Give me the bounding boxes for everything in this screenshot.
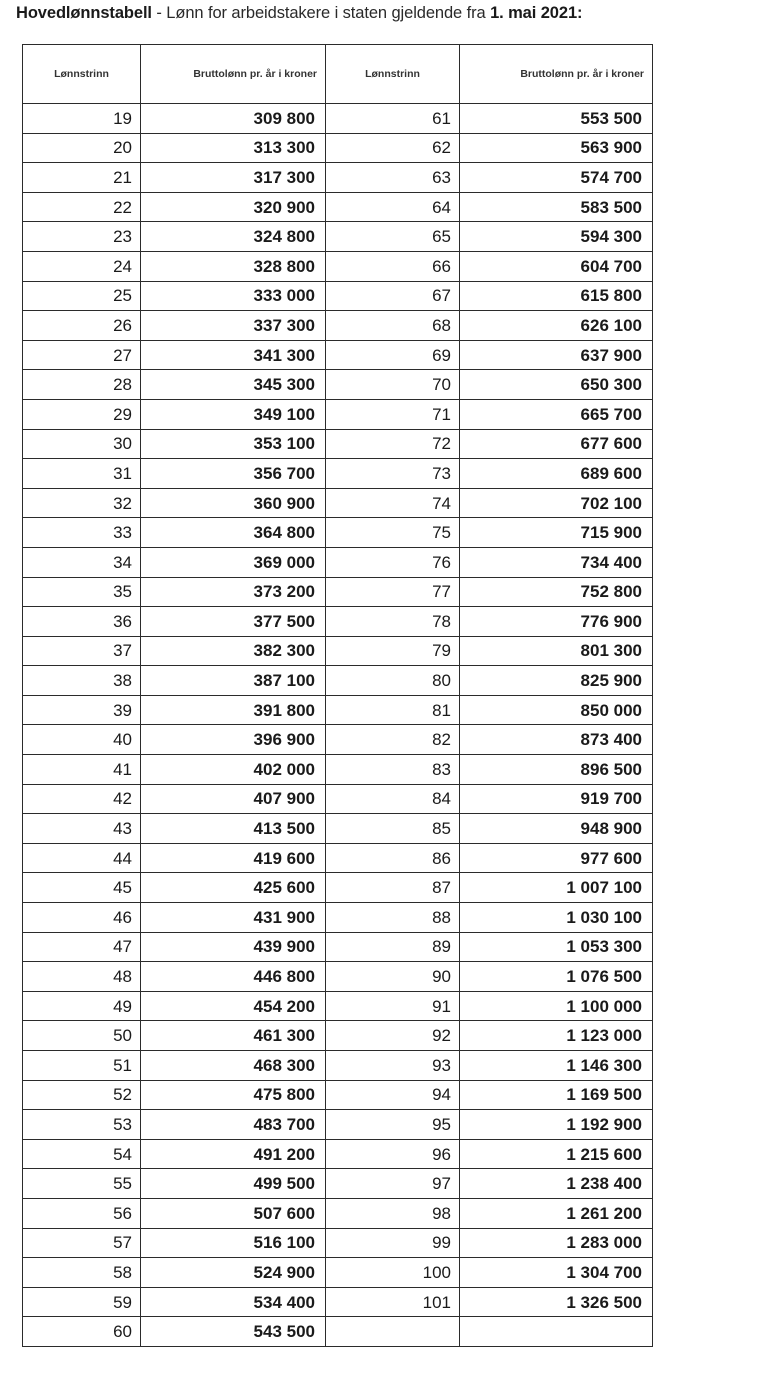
table-row [23,666,653,696]
salary-cell [460,1317,653,1347]
table-row [23,784,653,814]
table-row [23,459,653,489]
salary-cell: 1 283 000 [460,1228,653,1258]
salary-cell: 396 900 [141,725,326,755]
salary-cell: 604 700 [460,251,653,281]
salary-cell: 948 900 [460,814,653,844]
header-gross-left: Bruttolønn pr. år i kroner [141,45,326,104]
salary-cell: 333 000 [141,281,326,311]
table-row [23,962,653,992]
step-cell: 50 [23,1021,141,1051]
step-cell: 55 [23,1169,141,1199]
salary-cell: 369 000 [141,547,326,577]
salary-cell: 313 300 [141,133,326,163]
step-cell: 101 [326,1287,460,1317]
table-row [23,1258,653,1288]
table-row [23,1317,653,1347]
step-cell: 19 [23,104,141,134]
salary-cell: 324 800 [141,222,326,252]
table-row [23,281,653,311]
salary-cell: 594 300 [460,222,653,252]
salary-cell: 873 400 [460,725,653,755]
salary-cell: 563 900 [460,133,653,163]
step-cell: 80 [326,666,460,696]
step-cell: 37 [23,636,141,666]
step-cell: 46 [23,903,141,933]
step-cell: 60 [23,1317,141,1347]
step-cell: 95 [326,1110,460,1140]
step-cell: 89 [326,932,460,962]
step-cell: 77 [326,577,460,607]
step-cell: 30 [23,429,141,459]
step-cell: 59 [23,1287,141,1317]
salary-cell: 320 900 [141,192,326,222]
salary-cell: 439 900 [141,932,326,962]
step-cell: 67 [326,281,460,311]
salary-cell: 419 600 [141,843,326,873]
step-cell: 97 [326,1169,460,1199]
salary-cell: 446 800 [141,962,326,992]
table-row [23,104,653,134]
step-cell: 65 [326,222,460,252]
table-row [23,429,653,459]
table-row [23,192,653,222]
step-cell: 88 [326,903,460,933]
step-cell: 75 [326,518,460,548]
salary-cell: 650 300 [460,370,653,400]
step-cell: 53 [23,1110,141,1140]
step-cell: 76 [326,547,460,577]
step-cell: 58 [23,1258,141,1288]
table-row [23,1198,653,1228]
step-cell: 20 [23,133,141,163]
step-cell: 66 [326,251,460,281]
salary-cell: 524 900 [141,1258,326,1288]
step-cell: 47 [23,932,141,962]
step-cell: 82 [326,725,460,755]
title-date: 1. mai 2021: [490,4,583,22]
table-row [23,607,653,637]
salary-cell: 309 800 [141,104,326,134]
step-cell: 93 [326,1051,460,1081]
step-cell: 49 [23,991,141,1021]
salary-cell: 507 600 [141,1198,326,1228]
salary-cell: 454 200 [141,991,326,1021]
table-row [23,843,653,873]
step-cell: 74 [326,488,460,518]
step-cell: 96 [326,1139,460,1169]
salary-cell: 1 030 100 [460,903,653,933]
salary-cell: 776 900 [460,607,653,637]
step-cell: 68 [326,311,460,341]
table-row [23,755,653,785]
salary-cell: 391 800 [141,695,326,725]
salary-cell: 407 900 [141,784,326,814]
table-row [23,1051,653,1081]
step-cell: 36 [23,607,141,637]
step-cell: 51 [23,1051,141,1081]
title-bold: Hovedlønnstabell [16,4,152,22]
step-cell: 94 [326,1080,460,1110]
salary-cell: 637 900 [460,340,653,370]
step-cell [326,1317,460,1347]
step-cell: 34 [23,547,141,577]
step-cell: 25 [23,281,141,311]
table-row [23,1169,653,1199]
header-step-right: Lønnstrinn [326,45,460,104]
salary-cell: 483 700 [141,1110,326,1140]
step-cell: 48 [23,962,141,992]
table-row [23,1228,653,1258]
step-cell: 69 [326,340,460,370]
salary-cell: 377 500 [141,607,326,637]
table-row [23,577,653,607]
step-cell: 35 [23,577,141,607]
step-cell: 56 [23,1198,141,1228]
step-cell: 44 [23,843,141,873]
salary-cell: 1 007 100 [460,873,653,903]
step-cell: 29 [23,399,141,429]
step-cell: 31 [23,459,141,489]
table-row [23,903,653,933]
step-cell: 33 [23,518,141,548]
salary-cell: 337 300 [141,311,326,341]
step-cell: 27 [23,340,141,370]
step-cell: 86 [326,843,460,873]
salary-cell: 1 146 300 [460,1051,653,1081]
salary-cell: 387 100 [141,666,326,696]
step-cell: 64 [326,192,460,222]
salary-cell: 425 600 [141,873,326,903]
salary-cell: 752 800 [460,577,653,607]
salary-cell: 715 900 [460,518,653,548]
step-cell: 42 [23,784,141,814]
page-title [16,4,764,23]
step-cell: 87 [326,873,460,903]
salary-cell: 825 900 [460,666,653,696]
salary-cell: 1 304 700 [460,1258,653,1288]
step-cell: 91 [326,991,460,1021]
salary-cell: 317 300 [141,163,326,193]
table-body [23,104,653,1347]
table-row [23,991,653,1021]
salary-cell: 1 215 600 [460,1139,653,1169]
step-cell: 98 [326,1198,460,1228]
salary-cell: 468 300 [141,1051,326,1081]
salary-cell: 919 700 [460,784,653,814]
salary-cell: 413 500 [141,814,326,844]
salary-cell: 1 169 500 [460,1080,653,1110]
step-cell: 71 [326,399,460,429]
table-row [23,814,653,844]
salary-cell: 516 100 [141,1228,326,1258]
table-row [23,488,653,518]
salary-cell: 345 300 [141,370,326,400]
salary-cell: 850 000 [460,695,653,725]
step-cell: 100 [326,1258,460,1288]
step-cell: 63 [326,163,460,193]
salary-cell: 553 500 [460,104,653,134]
step-cell: 90 [326,962,460,992]
table-row [23,311,653,341]
step-cell: 92 [326,1021,460,1051]
salary-cell: 499 500 [141,1169,326,1199]
table-row [23,370,653,400]
table-row [23,1080,653,1110]
step-cell: 39 [23,695,141,725]
table-row [23,163,653,193]
table-header-row [23,45,653,104]
table-row [23,518,653,548]
step-cell: 38 [23,666,141,696]
header-step-left: Lønnstrinn [23,45,141,104]
table-row [23,399,653,429]
title-separator: - [151,4,167,22]
table-row [23,251,653,281]
table-row [23,1021,653,1051]
table-row [23,873,653,903]
salary-cell: 615 800 [460,281,653,311]
step-cell: 79 [326,636,460,666]
step-cell: 22 [23,192,141,222]
table-row [23,695,653,725]
table-row [23,1287,653,1317]
salary-cell: 677 600 [460,429,653,459]
table-row [23,133,653,163]
salary-cell: 1 192 900 [460,1110,653,1140]
table-row [23,547,653,577]
salary-cell: 702 100 [460,488,653,518]
salary-cell: 1 076 500 [460,962,653,992]
salary-cell: 382 300 [141,636,326,666]
salary-cell: 328 800 [141,251,326,281]
salary-cell: 1 238 400 [460,1169,653,1199]
table-row [23,340,653,370]
salary-cell: 341 300 [141,340,326,370]
step-cell: 26 [23,311,141,341]
step-cell: 24 [23,251,141,281]
step-cell: 99 [326,1228,460,1258]
salary-cell: 402 000 [141,755,326,785]
salary-cell: 689 600 [460,459,653,489]
salary-cell: 349 100 [141,399,326,429]
salary-cell: 1 123 000 [460,1021,653,1051]
step-cell: 54 [23,1139,141,1169]
salary-cell: 534 400 [141,1287,326,1317]
salary-cell: 734 400 [460,547,653,577]
salary-cell: 373 200 [141,577,326,607]
salary-cell: 977 600 [460,843,653,873]
salary-cell: 364 800 [141,518,326,548]
step-cell: 45 [23,873,141,903]
salary-cell: 583 500 [460,192,653,222]
salary-cell: 1 326 500 [460,1287,653,1317]
step-cell: 84 [326,784,460,814]
table-row [23,725,653,755]
salary-cell: 353 100 [141,429,326,459]
table-row [23,1139,653,1169]
salary-cell: 1 053 300 [460,932,653,962]
step-cell: 28 [23,370,141,400]
title-description: Lønn for arbeidstakere i staten gjeldende fra [166,4,491,22]
salary-cell: 1 100 000 [460,991,653,1021]
salary-cell: 491 200 [141,1139,326,1169]
step-cell: 78 [326,607,460,637]
step-cell: 21 [23,163,141,193]
salary-cell: 475 800 [141,1080,326,1110]
step-cell: 70 [326,370,460,400]
salary-cell: 1 261 200 [460,1198,653,1228]
table-row [23,932,653,962]
salary-cell: 896 500 [460,755,653,785]
step-cell: 57 [23,1228,141,1258]
step-cell: 85 [326,814,460,844]
salary-cell: 665 700 [460,399,653,429]
table-row [23,222,653,252]
salary-cell: 360 900 [141,488,326,518]
salary-cell: 461 300 [141,1021,326,1051]
step-cell: 61 [326,104,460,134]
step-cell: 72 [326,429,460,459]
table-row [23,636,653,666]
step-cell: 32 [23,488,141,518]
step-cell: 81 [326,695,460,725]
step-cell: 73 [326,459,460,489]
step-cell: 62 [326,133,460,163]
salary-cell: 356 700 [141,459,326,489]
step-cell: 41 [23,755,141,785]
salary-cell: 431 900 [141,903,326,933]
step-cell: 40 [23,725,141,755]
step-cell: 23 [23,222,141,252]
salary-table [22,44,653,1347]
step-cell: 83 [326,755,460,785]
salary-cell: 801 300 [460,636,653,666]
step-cell: 43 [23,814,141,844]
salary-cell: 574 700 [460,163,653,193]
salary-cell: 626 100 [460,311,653,341]
table-row [23,1110,653,1140]
salary-cell: 543 500 [141,1317,326,1347]
header-gross-right: Bruttolønn pr. år i kroner [460,45,653,104]
step-cell: 52 [23,1080,141,1110]
